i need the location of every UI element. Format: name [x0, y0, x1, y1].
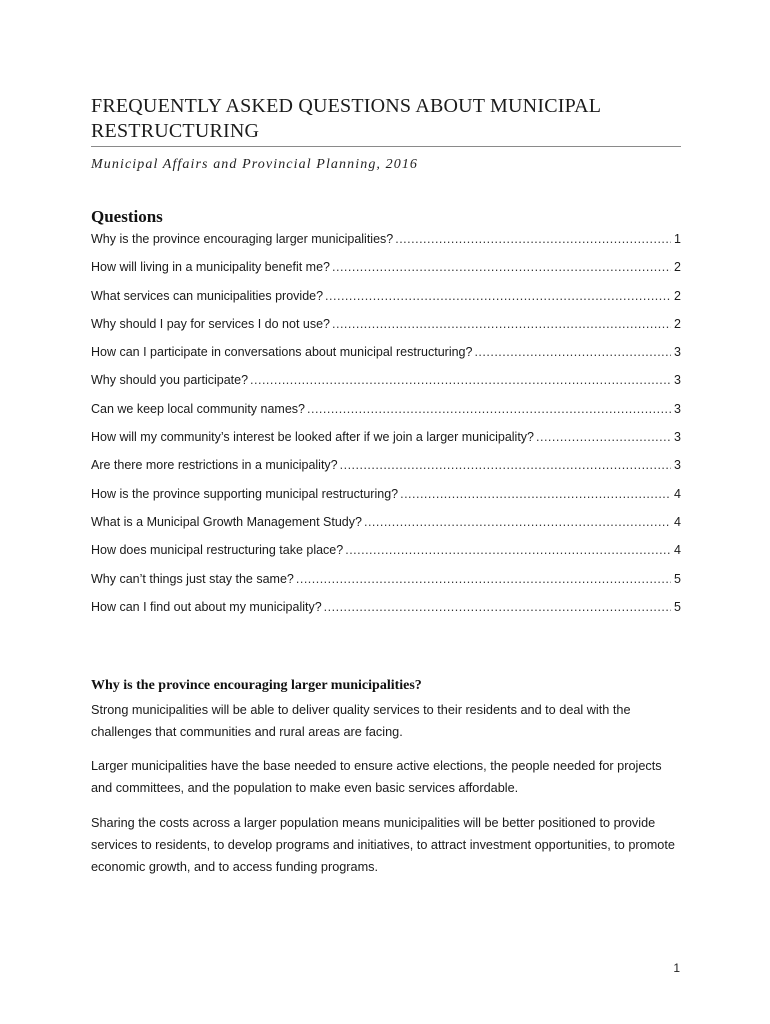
toc-question: Are there more restrictions in a municipality? — [91, 458, 338, 473]
toc-question: How can I participate in conversations about municipal restructuring? — [91, 345, 473, 360]
toc-question: Why should you participate? — [91, 373, 249, 388]
toc-page-number: 4 — [674, 514, 681, 529]
toc-page-number: 3 — [674, 458, 681, 473]
toc-page-number: 2 — [674, 288, 681, 303]
toc-page-number: 5 — [674, 599, 681, 614]
toc-question: How does municipal restructuring take place? — [91, 543, 344, 558]
toc-question: How will my community’s interest be looked after if we join a larger municipality? — [91, 430, 534, 445]
toc-question: How will living in a municipality benefit me? — [91, 260, 330, 275]
toc-entry[interactable] — [91, 487, 681, 515]
toc-page-number: 2 — [674, 316, 681, 331]
toc-question: Why can’t things just stay the same? — [91, 571, 294, 586]
toc-page-number: 4 — [674, 486, 681, 501]
toc-page-number: 5 — [674, 571, 681, 586]
toc-entry[interactable] — [91, 232, 681, 260]
toc-entry[interactable] — [91, 515, 681, 543]
toc-question: What services can municipalities provide? — [91, 288, 324, 303]
toc-leader-dots — [332, 317, 671, 331]
table-of-contents — [91, 232, 681, 628]
toc-question: Why is the province encouraging larger municipalities? — [91, 232, 394, 246]
body-paragraph: Larger municipalities have the base needed to ensure active elections, the people needed for projects and committees, and the population to make even basic services affordable. — [91, 759, 662, 795]
toc-leader-dots — [395, 232, 671, 246]
toc-question: How can I find out about my municipality? — [91, 599, 322, 614]
toc-leader-dots — [307, 402, 671, 416]
toc-entry[interactable] — [91, 600, 681, 628]
toc-question: Why should I pay for services I do not use? — [91, 316, 331, 331]
page-number: 1 — [673, 961, 680, 975]
toc-entry[interactable] — [91, 543, 681, 571]
toc-entry[interactable] — [91, 260, 681, 288]
toc-page-number: 4 — [674, 543, 681, 558]
toc-page-number: 1 — [674, 232, 681, 246]
toc-entry[interactable] — [91, 430, 681, 458]
toc-entry[interactable] — [91, 345, 681, 373]
toc-leader-dots — [250, 373, 671, 387]
toc-leader-dots — [332, 260, 671, 274]
title-divider — [91, 146, 681, 147]
body-paragraph: Sharing the costs across a larger population means municipalities will be better positioned to provide services to residents, to develop programs and initiatives, to attract investment opportunities, to promote economic growth, and to access funding programs. — [91, 816, 675, 874]
toc-leader-dots — [324, 600, 671, 614]
document-title: FREQUENTLY ASKED QUESTIONS ABOUT MUNICIPAL RESTRUCTURING — [91, 95, 601, 142]
toc-page-number: 3 — [674, 373, 681, 388]
toc-entry[interactable] — [91, 289, 681, 317]
toc-leader-dots — [296, 572, 671, 586]
toc-leader-dots — [345, 543, 671, 557]
toc-leader-dots — [474, 345, 671, 359]
toc-page-number: 2 — [674, 260, 681, 275]
document-subtitle: Municipal Affairs and Provincial Planning, 2016 — [91, 157, 419, 172]
toc-leader-dots — [364, 515, 671, 529]
toc-entry[interactable] — [91, 373, 681, 401]
toc-page-number: 3 — [674, 345, 681, 360]
toc-question: Can we keep local community names? — [91, 401, 305, 416]
toc-entry[interactable] — [91, 572, 681, 600]
toc-question: What is a Municipal Growth Management Study? — [91, 514, 362, 529]
toc-entry[interactable] — [91, 402, 681, 430]
toc-entry[interactable] — [91, 317, 681, 345]
toc-entry[interactable] — [91, 458, 681, 486]
toc-question: How is the province supporting municipal restructuring? — [91, 486, 399, 501]
toc-leader-dots — [325, 289, 671, 303]
questions-heading: Questions — [91, 207, 163, 226]
toc-page-number: 3 — [674, 401, 681, 416]
toc-page-number: 3 — [674, 430, 681, 445]
body-paragraph: Strong municipalities will be able to deliver quality services to their residents and to deal with the challenges that communities and rural areas are facing. — [91, 703, 631, 739]
toc-leader-dots — [340, 458, 671, 472]
toc-leader-dots — [536, 430, 671, 444]
section-heading: Why is the province encouraging larger municipalities? — [91, 678, 422, 693]
toc-leader-dots — [400, 487, 671, 501]
